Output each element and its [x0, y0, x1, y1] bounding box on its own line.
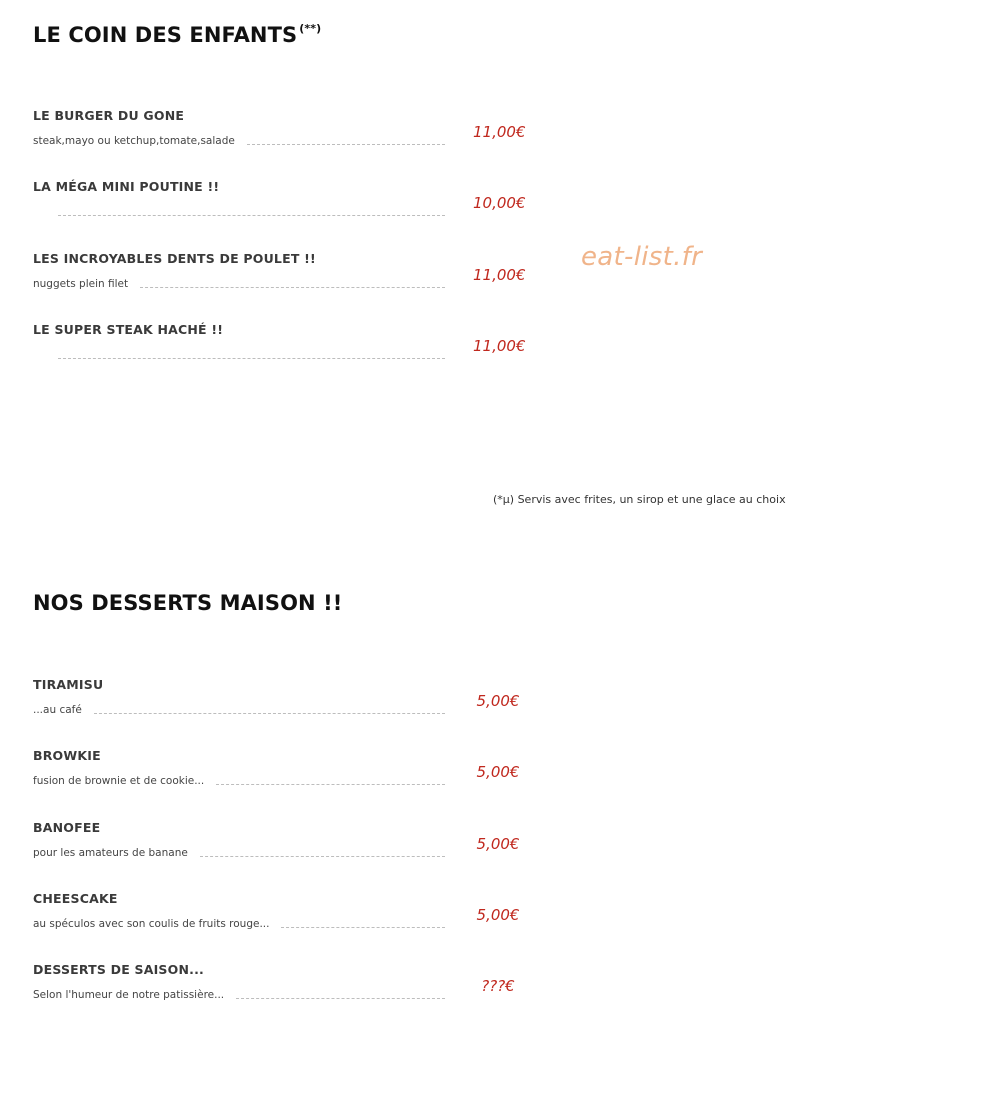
dotted-leader: [281, 927, 445, 928]
menu-item-price: 5,00€: [476, 692, 520, 710]
menu-item: [33, 108, 533, 168]
menu-item: [33, 251, 533, 311]
dotted-leader: [58, 215, 445, 216]
dotted-leader: [140, 287, 445, 288]
menu-item-name: CHEESCAKE: [33, 891, 118, 906]
dotted-leader: [247, 144, 445, 145]
dotted-leader: [200, 856, 445, 857]
menu-item-price: 5,00€: [476, 906, 520, 924]
kids-title-mark: (**): [299, 22, 322, 35]
menu-item: [33, 962, 533, 1022]
menu-item-description: steak,mayo ou ketchup,tomate,salade: [33, 135, 235, 147]
menu-item-price: 11,00€: [473, 266, 526, 284]
kids-section-title: [33, 22, 321, 47]
dotted-leader: [58, 358, 445, 359]
dotted-leader: [94, 713, 445, 714]
menu-item-row: [33, 132, 445, 148]
menu-item-name: BANOFEE: [33, 820, 101, 835]
menu-item: [33, 891, 533, 951]
dotted-leader: [216, 784, 445, 785]
menu-item-description: fusion de brownie et de cookie...: [33, 775, 205, 787]
menu-item-row: [33, 701, 445, 717]
kids-footnote: (*µ) Servis avec frites, un sirop et une glace au choix: [493, 493, 786, 506]
menu-item-price: 5,00€: [476, 835, 520, 853]
kids-title-text: LE COIN DES ENFANTS: [33, 23, 298, 47]
menu-item-row: [33, 772, 445, 788]
menu-item-name: DESSERTS DE SAISON...: [33, 962, 204, 977]
menu-item: [33, 820, 533, 880]
menu-item-name: LA MÉGA MINI POUTINE !!: [33, 179, 220, 194]
menu-item-name: BROWKIE: [33, 748, 101, 763]
menu-item-description: ...au café: [33, 704, 82, 716]
menu-item: [33, 179, 533, 239]
dotted-leader: [236, 998, 445, 999]
menu-item-row: [33, 986, 445, 1002]
watermark: eat-list.fr: [581, 242, 703, 272]
menu-item-name: LE SUPER STEAK HACHÉ !!: [33, 322, 224, 337]
menu-item-name: TIRAMISU: [33, 677, 104, 692]
menu-item-row: [33, 275, 445, 291]
menu-item: [33, 322, 533, 382]
menu-item-price: 5,00€: [476, 763, 520, 781]
menu-item-row: [33, 915, 445, 931]
menu-item-row: [33, 844, 445, 860]
desserts-section-title: NOS DESSERTS MAISON !!: [33, 591, 343, 615]
menu-item-row: [33, 346, 445, 362]
menu-item-price: 10,00€: [473, 194, 526, 212]
menu-item: [33, 677, 533, 737]
menu-item-row: [33, 203, 445, 219]
menu-item-price: 11,00€: [473, 337, 526, 355]
menu-item: [33, 748, 533, 808]
menu-item-description: nuggets plein filet: [33, 278, 129, 290]
menu-item-description: pour les amateurs de banane: [33, 847, 188, 859]
menu-item-name: LE BURGER DU GONE: [33, 108, 185, 123]
menu-item-description: Selon l'humeur de notre patissière...: [33, 989, 225, 1001]
menu-item-price: 11,00€: [473, 123, 526, 141]
menu-item-description: au spéculos avec son coulis de fruits rouge...: [33, 918, 270, 930]
menu-item-price: ???€: [481, 977, 515, 995]
menu-item-name: LES INCROYABLES DENTS DE POULET !!: [33, 251, 316, 266]
